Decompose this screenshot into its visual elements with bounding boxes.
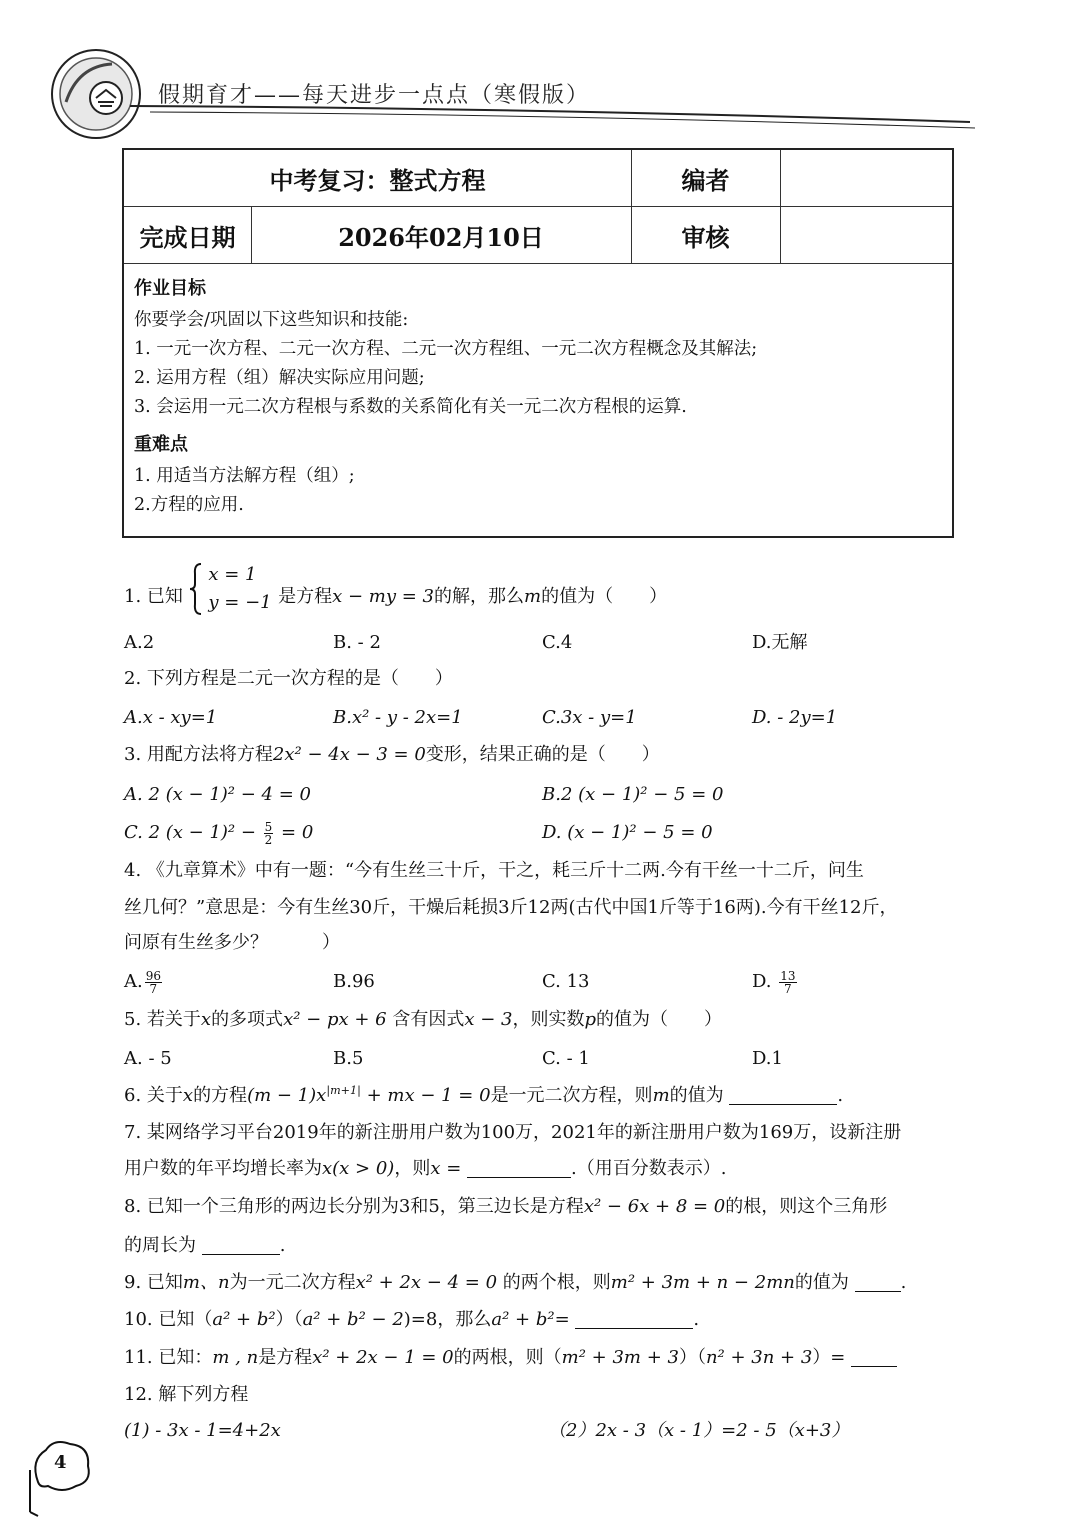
option-b: B.2 (x − 1)² − 5 = 0 (542, 784, 724, 805)
goal-item: 3. 会运用一元二次方程根与系数的关系简化有关一元二次方程根的运算. (134, 397, 687, 417)
question-5: 5. 若关于x的多项式x² − px + 6 含有因式x − 3，则实数p的值为（ ） (124, 1009, 723, 1030)
header-rule (130, 104, 980, 134)
option-d: D.1 (752, 1048, 783, 1069)
date-label: 完成日期 (139, 222, 236, 252)
goals-heading: 作业目标 (134, 278, 206, 299)
option-c: C. 13 (542, 971, 590, 992)
editor-label: 编者 (681, 165, 730, 195)
question-8: 8. 已知一个三角形的两边长分别为3和5，第三边长是方程x² − 6x + 8 = 0的根，则这个三角形 (124, 1196, 888, 1217)
question-9: 9. 已知m、n为一元二次方程x² + 2x − 4 = 0 的两个根，则m² + 3m + n − 2mn的值为 . (124, 1272, 907, 1293)
review-label: 审核 (681, 222, 730, 252)
question-6: 6. 关于x的方程$(m - 1)x^{|m+1|}$ + mx − 1 = 0是一元二次方程，则m的值为 . (124, 1084, 844, 1106)
option-b: B.5 (333, 1048, 364, 1069)
option-d: D. - 2y=1 (752, 707, 838, 728)
option-b: B.96 (333, 971, 375, 992)
question-4-line: 丝几何？”意思是：今有生丝30斤，干燥后耗损3斤12两(古代中国1斤等于16两).今有干丝12斤， (124, 897, 898, 918)
header-title: 假期育才——每天进步一点点（寒假版） (158, 83, 591, 108)
option-c: C. 2 (x − 1)² − $\frac{5}{2}$ = 0 (124, 819, 314, 847)
page-number: 4 (54, 1452, 67, 1473)
question-3: 3. 用配方法将方程2x² − 4x − 3 = 0变形，结果正确的是（ ） (124, 744, 660, 765)
editor-value (780, 150, 952, 206)
option-a: A. - 5 (124, 1048, 172, 1069)
key-heading: 重难点 (134, 434, 188, 455)
table-row-date (124, 207, 952, 264)
question-4-line: 4. 《九章算术》中有一题：“今有生丝三十斤，干之，耗三斤十二两.今有干丝一十二斤，问生 (124, 860, 864, 881)
question-7-line: 7. 某网络学习平台2019年的新注册用户数为100万，2021年的新注册用户数为169万，设新注册 (124, 1122, 902, 1143)
option-d: D.无解 (752, 632, 808, 653)
option-a: A.x - xy=1 (124, 707, 218, 728)
question-12: 12. 解下列方程 (124, 1384, 249, 1405)
option-c: C.4 (542, 632, 573, 653)
question-1: 1. 已知 x = 1 y = −1 是方程x − my = 3的解，那么m的值为（ ） (124, 576, 667, 610)
answer-blank[interactable] (729, 1086, 837, 1105)
option-c: C.3x - y=1 (542, 707, 637, 728)
system-brace (189, 576, 203, 602)
question-11: 11. 已知：m , n是方程x² + 2x − 1 = 0的两根，则（m² + 3m + 3）（n² + 3n + 3）= (124, 1345, 897, 1371)
table-row-topic (124, 150, 952, 207)
topic-cell: 中考复习：整式方程 (269, 165, 486, 195)
option-a: A. $\frac{96}{7}$ (124, 968, 162, 996)
equation-part-1: (1) - 3x - 1=4+2x (124, 1420, 281, 1441)
system-eq-2: y = −1 (208, 592, 272, 613)
review-value (780, 207, 952, 263)
option-d: D. (x − 1)² − 5 = 0 (542, 822, 713, 843)
date-value: 2026年02月10日 (338, 222, 544, 252)
question-2: 2. 下列方程是二元一次方程的是（ ） (124, 668, 453, 689)
question-7-line: 用户数的年平均增长率为x(x > 0)，则x = .（用百分数表示）. (124, 1158, 727, 1179)
key-item: 2.方程的应用. (134, 495, 244, 515)
page-number-badge (24, 1420, 96, 1520)
option-d: D. $\frac{13}{7}$ (752, 968, 796, 996)
question-4-line: 问原有生丝多少？ ） (124, 932, 340, 953)
option-c: C. - 1 (542, 1048, 590, 1069)
goal-item: 2. 运用方程（组）解决实际应用问题; (134, 368, 425, 388)
key-item: 1. 用适当方法解方程（组）; (134, 466, 355, 486)
answer-blank[interactable] (202, 1236, 280, 1255)
option-b: B.x² - y - 2x=1 (333, 707, 463, 728)
answer-blank[interactable] (851, 1348, 897, 1367)
answer-blank[interactable] (575, 1310, 693, 1329)
answer-blank[interactable] (467, 1159, 571, 1178)
option-a: A.2 (124, 632, 155, 653)
equation-part-2: （2）2x - 3（x - 1）=2 - 5（x+3） (548, 1420, 850, 1441)
option-b: B. - 2 (333, 632, 381, 653)
goals-section (124, 264, 952, 520)
option-a: A. 2 (x − 1)² − 4 = 0 (124, 784, 311, 805)
goals-intro: 你要学会/巩固以下这些知识和技能: (134, 310, 409, 330)
answer-blank[interactable] (855, 1273, 901, 1292)
goal-item: 1. 一元一次方程、二元一次方程、二元一次方程组、一元二次方程概念及其解法; (134, 339, 758, 359)
question-10: 10. 已知（a² + b²）（a² + b² − 2)=8，那么a² + b²= . (124, 1309, 700, 1330)
question-8-line: 的周长为 . (124, 1235, 286, 1256)
system-eq-1: x = 1 (208, 564, 257, 585)
info-table (122, 148, 954, 538)
